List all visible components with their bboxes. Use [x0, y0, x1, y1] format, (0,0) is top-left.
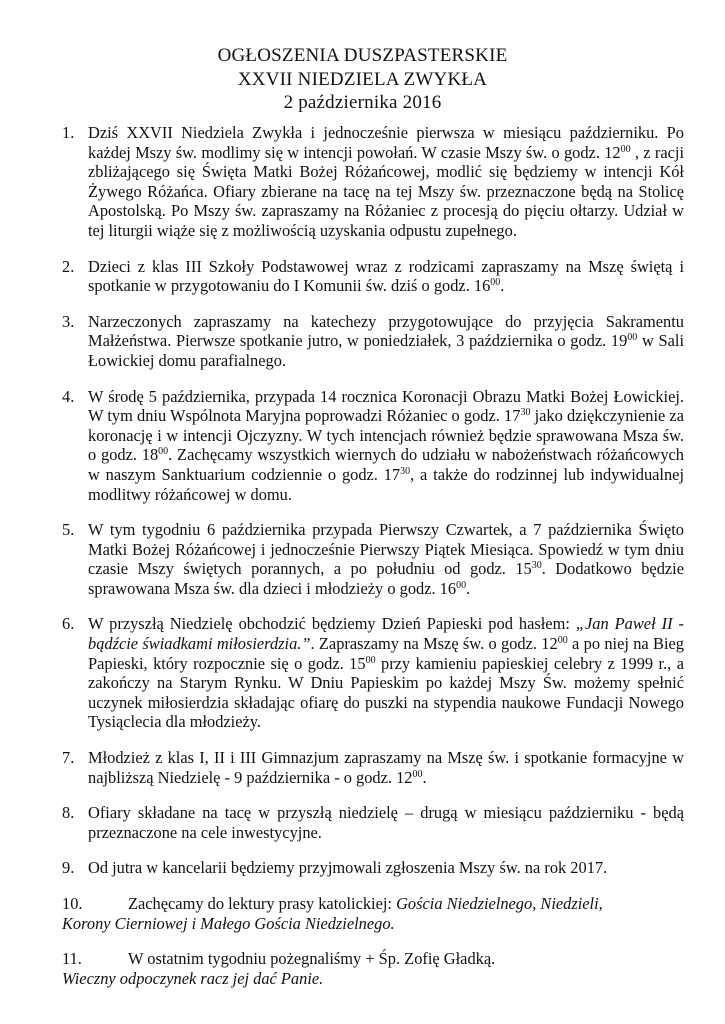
announcement-item-9 [62, 858, 684, 878]
item-text: W tym tygodniu 6 października przypada Pierwszy Czwartek, a 7 października Święto Matki Bożej Różańcowej i jednocześnie Pierwszy Piątek Miesiąca. Spowiedź w tym dniu czasie Mszy świętych porannych, a po południu od godz. $15^{30}$. Dodatkowo będzie sprawowana Msza św. dla dzieci i młodzieży o godz. $16^{00}$. [88, 520, 684, 598]
announcement-item-7 [62, 748, 684, 787]
item-text: Ofiary składane na tacę w przyszłą niedzielę – drugą w miesiącu październiku - będą przeznaczone na cele inwestycyjne. [88, 803, 684, 842]
item-text: Dzieci z klas III Szkoły Podstawowej wraz z rodzicami zapraszamy na Mszę świętą i spotkanie w przygotowaniu do I Komunii św. dziś o godz. $16^{00}$. [88, 256, 684, 296]
header-sunday: XXVII NIEDZIELA ZWYKŁA [237, 68, 488, 90]
item-number: 9. [62, 858, 75, 878]
item-number: 10. [62, 894, 83, 913]
item-number: 8. [62, 803, 75, 823]
item-number: 3. [62, 311, 75, 331]
item-text: W ostatnim tygodniu pożegnaliśmy + Śp. Zofię Gładką. Wieczny odpoczynek racz jej dać Panie. [62, 949, 496, 988]
item-number: 5. [62, 520, 75, 540]
item-text: W przyszłą Niedzielę obchodzić będziemy Dzień Papieski pod hasłem: „Jan Paweł II - bądźcie świadkami miłosierdzia.”. Zapraszamy na Mszę św. o godz. $12^{00}$ a po niej na Bieg Papieski, który rozpocznie się o godz. $15^{00}$ przy kamieniu papieskiej celebry z 1999 r., a zakończy na Starym Rynku. W Dniu Papieskim po każdej Mszy Św. możemy spełnić uczynek miłosierdzia składając ofiarę do puszki na stypendia naukowe Fundacji Nowego Tysiąclecia dla młodzieży. [88, 614, 684, 732]
item-number: 11. [62, 949, 82, 969]
item-number: 7. [62, 748, 75, 768]
eternal-rest-prayer: Wieczny odpoczynek racz jej dać Panie. [62, 968, 324, 988]
item-text: Młodzież z klas I, II i III Gimnazjum zapraszamy na Mszę św. i spotkanie formacyjne w najbliższą Niedzielę - 9 października - o godz. $12^{00}$. [88, 748, 684, 787]
press-titles: Gościa Niedzielnego, Niedzieli, [396, 894, 603, 913]
item-number: 1. [62, 123, 75, 142]
announcement-item-10 [62, 894, 684, 933]
announcement-item-4 [62, 387, 684, 505]
document-header [0, 0, 725, 115]
header-title: OGŁOSZENIA DUSZPASTERSKIE [217, 45, 508, 66]
announcement-item-5 [62, 520, 684, 598]
announcement-item-1 [62, 123, 684, 241]
press-titles-continued: Korony Cierniowej i Małego Gościa Niedzielnego. [62, 913, 395, 933]
item-text: Narzeczonych zapraszamy na katechezy przygotowujące do przyjęcia Sakramentu Małżeństwa. Pierwsze spotkanie jutro, w poniedziałek, 3 października o godz. $19^{00}$ w Sali Łowickiej domu parafialnego. [88, 311, 684, 370]
announcement-item-11 [62, 949, 684, 988]
item-text: Zachęcamy do lektury prasy katolickiej: Gościa Niedzielnego, Niedzieli, Korony Cierniowej i Małego Gościa Niedzielnego. [62, 894, 603, 933]
item-text: Od jutra w kancelarii będziemy przyjmowali zgłoszenia Mszy św. na rok 2017. [88, 858, 608, 878]
item-number: 6. [62, 614, 75, 634]
papal-day-motto: „Jan Paweł II - bądźcie świadkami miłosierdzia.” [88, 614, 684, 654]
announcement-item-6 [62, 614, 684, 732]
announcement-list [62, 123, 684, 1004]
item-text: Dziś XXVII Niedziela Zwykła i jednocześnie pierwsza w miesiącu październiku. Po każdej Mszy św. modlimy się w intencji powołań. W czasie Mszy św. o godz. $12^{00}$ , z racji zbliżającego się Święta Matki Bożej Różańcowej, modlić się będziemy w intencji Kół Żywego Różańca. Ofiary zbierane na tacę na tej Mszy św. przeznaczone będą na Stolicę Apostolską. Po Mszy św. zapraszamy na Różaniec z procesją do pięciu ołtarzy. Udział w tej liturgii wiąże się z możliwością uzyskania odpustu zupełnego. [88, 123, 684, 240]
item-text: W środę 5 października, przypada 14 rocznica Koronacji Obrazu Matki Bożej Łowickiej. W tym dniu Wspólnota Maryjna poprowadzi Różaniec o godz. $17^{30}$ jako dziękczynienie za koronację i w intencji Ojczyzny. W tych intencjach również będzie sprawowana Msza św. o godz. $18^{00}$. Zachęcamy wszystkich wiernych do udziału w nabożeństwach różańcowych w naszym Sanktuarium codziennie o godz. $17^{30}$, a także do rodzinnej lub indywidualnej modlitwy różańcowej w domu. [88, 386, 684, 504]
item-number: 2. [62, 256, 75, 276]
announcement-item-2 [62, 257, 684, 296]
announcement-item-8 [62, 803, 684, 842]
item-number: 4. [62, 386, 75, 406]
announcement-item-3 [62, 312, 684, 371]
header-date: 2 października 2016 [283, 92, 442, 113]
